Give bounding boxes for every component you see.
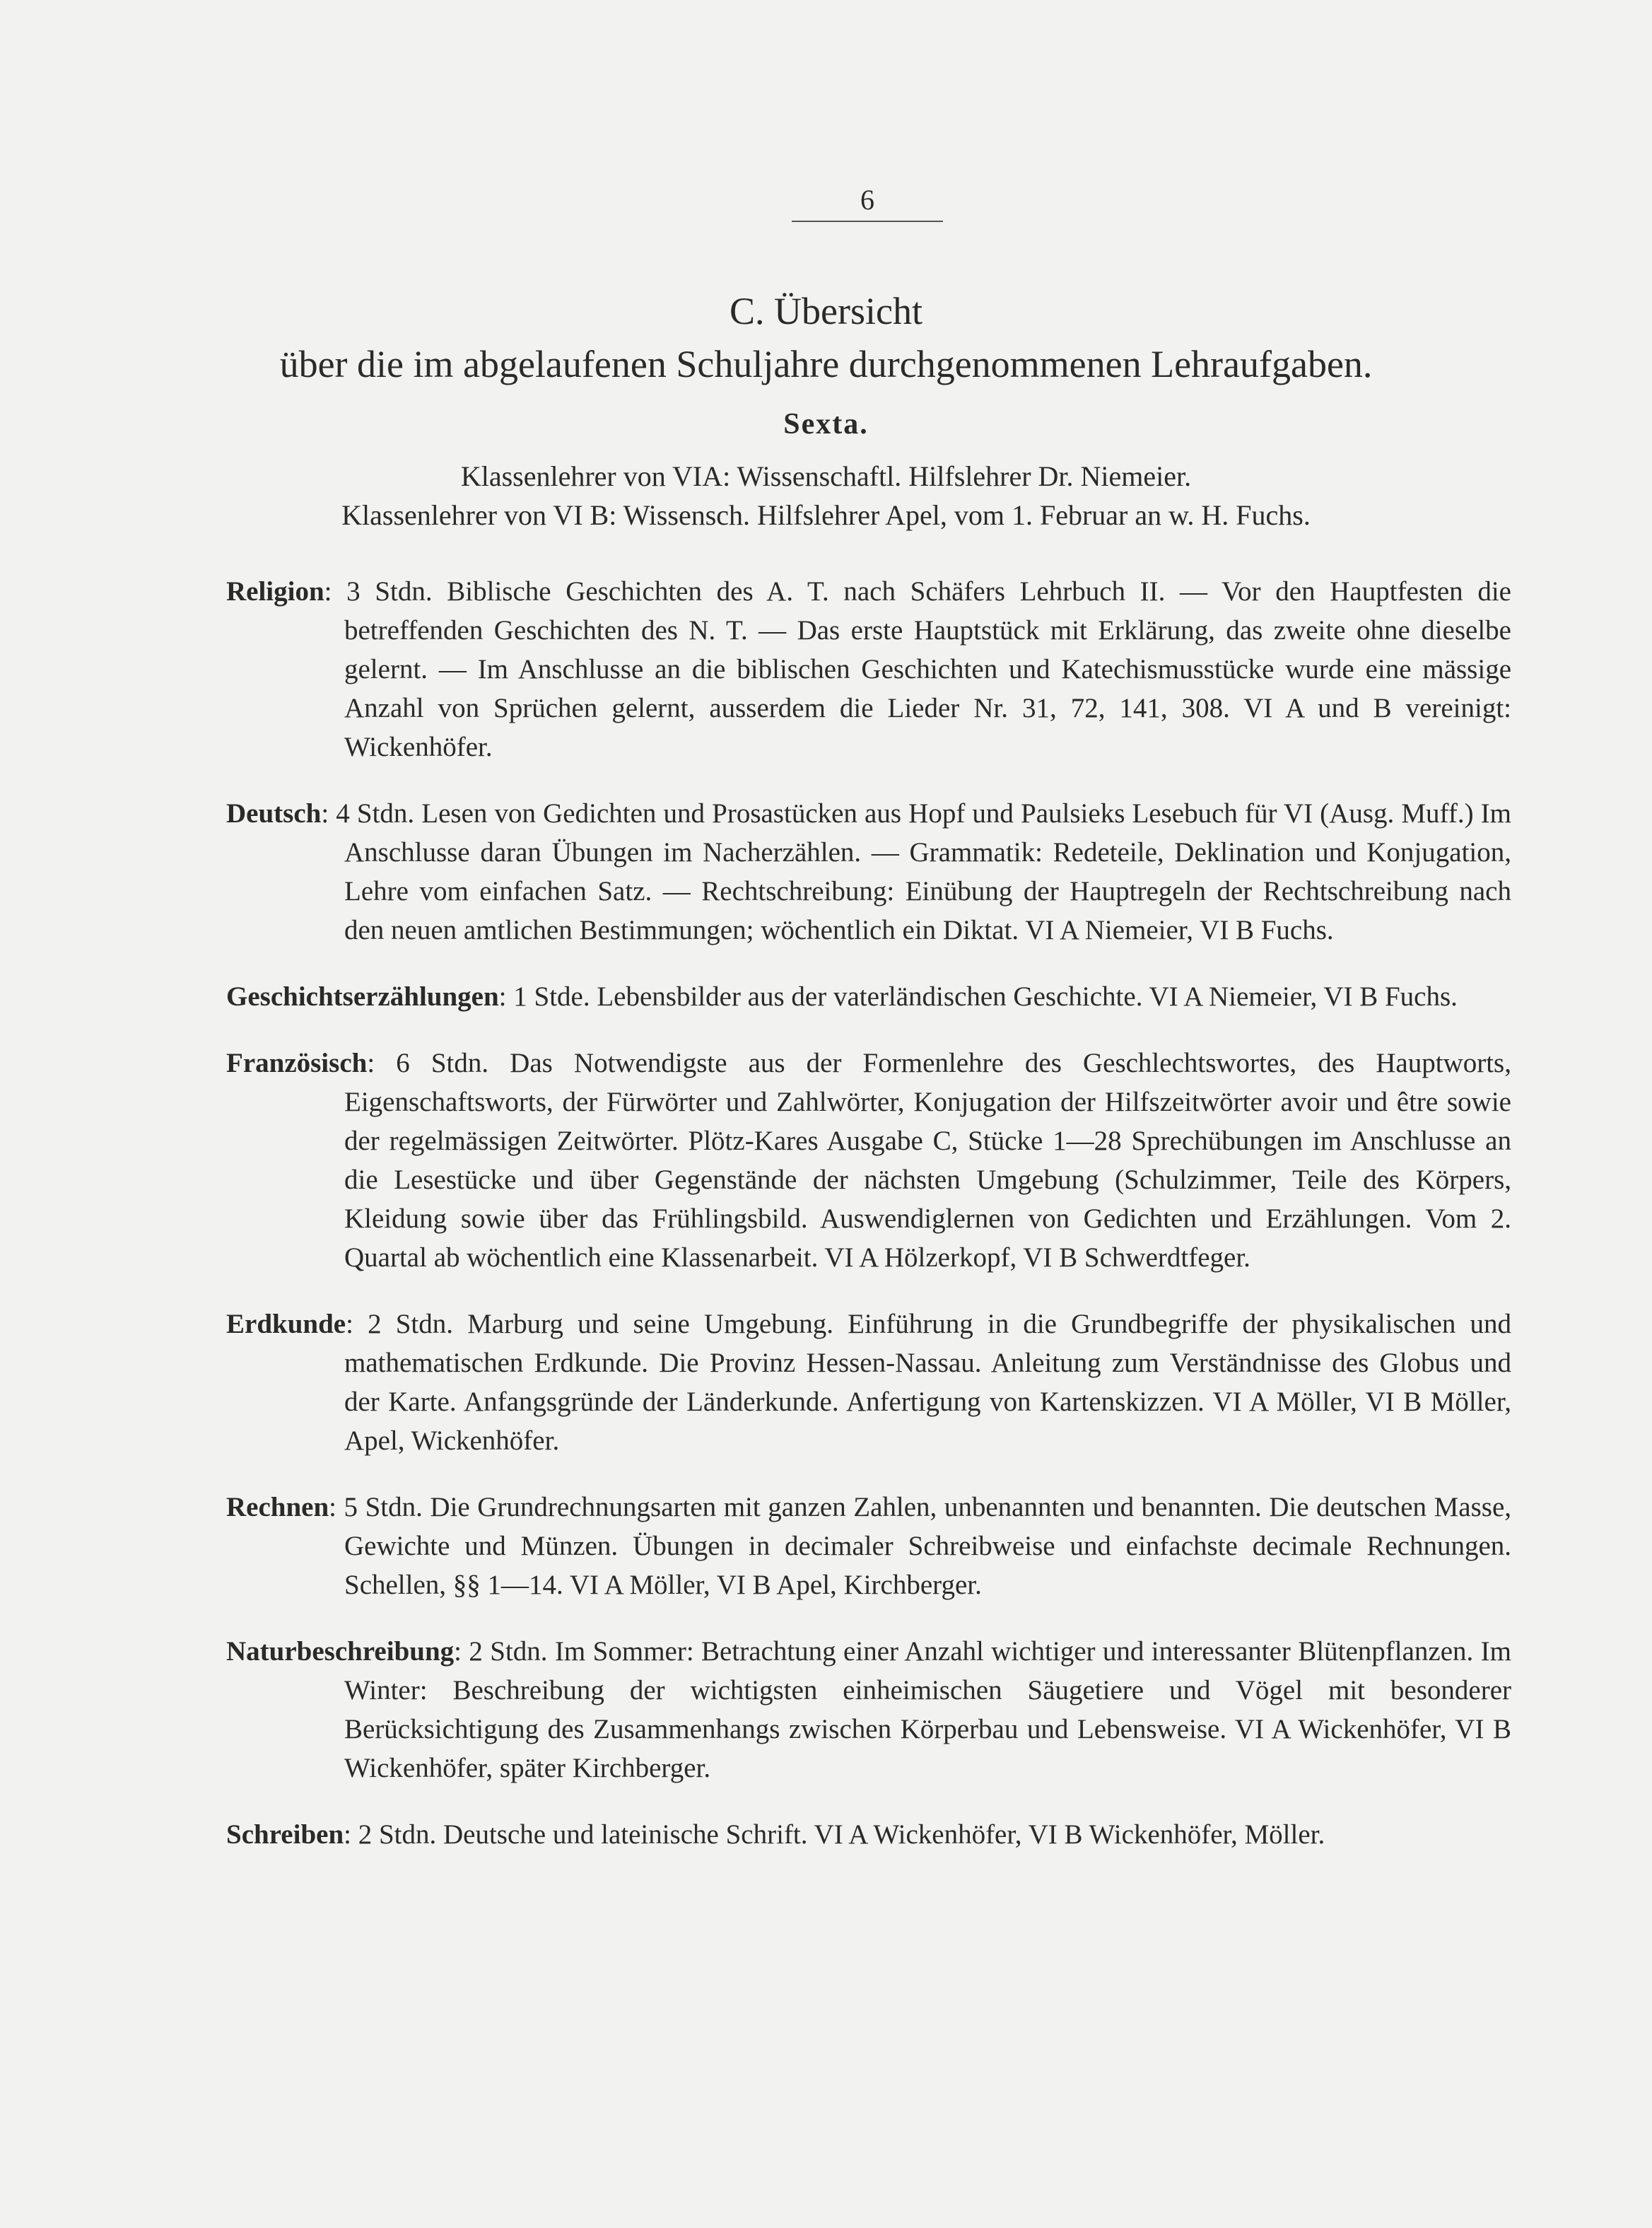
subject-entry-geschichte	[226, 977, 1511, 1016]
subject-name: Geschichtserzählungen	[226, 981, 499, 1012]
page-number-rule	[792, 221, 943, 222]
page-number: 6	[860, 184, 874, 216]
subject-description: : 3 Stdn. Biblische Geschichten des A. T. nach Schäfers Lehrbuch II. — Vor den Hauptfesten die betreffenden Geschichten des N. T. — Das erste Hauptstück mit Erklärung, das zweite ohne dieselbe gelernt. — Im Anschlusse an die biblischen Geschichten und Katechismusstücke wurde eine mässige Anzahl von Sprüchen gelernt, ausserdem die Lieder Nr. 31, 72, 141, 308. VI A und B vereinigt: Wickenhöfer.	[324, 576, 1511, 762]
subject-name: Naturbeschreibung	[226, 1636, 455, 1667]
subject-entry-religion	[226, 572, 1511, 766]
subject-entry-schreiben	[226, 1815, 1511, 1854]
subject-description: : 2 Stdn. Im Sommer: Betrachtung einer Anzahl wichtiger und interessanter Blütenpflanzen. Im Winter: Beschreibung der wichtigsten einheimischen Säugetiere und Vögel mit besonderer Berücksichtigung des Zusammenhangs zwischen Körperbau und Lebensweise. VI A Wickenhöfer, VI B Wickenhöfer, später Kirchberger.	[344, 1636, 1511, 1783]
class-teacher-line-b: Klassenlehrer von VI B: Wissensch. Hilfslehrer Apel, vom 1. Februar an w. H. Fuchs.	[341, 499, 1311, 531]
subject-description: : 6 Stdn. Das Notwendigste aus der Formenlehre des Geschlechtswortes, des Hauptworts, Eigenschaftsworts, der Fürwörter und Zahlwörter, Konjugation der Hilfszeitwörter avoir und être sowie der regelmässigen Zeitwörter. Plötz-Kares Ausgabe C, Stücke 1—28 Sprechübungen im Anschlusse an die Lesestücke und über Gegenstände der nächsten Umgebung (Schulzimmer, Teile des Körpers, Kleidung sowie über das Frühlingsbild. Auswendiglernen von Gedichten und Erzählungen. Vom 2. Quartal ab wöchentlich eine Klassenarbeit. VI A Hölzerkopf, VI B Schwerdtfeger.	[344, 1048, 1511, 1273]
subject-description: : 5 Stdn. Die Grundrechnungsarten mit ganzen Zahlen, unbenannten und benannten. Die deutschen Masse, Gewichte und Münzen. Übungen in decimaler Schreibweise und einfachste decimale Rechnungen. Schellen, §§ 1—14. VI A Möller, VI B Apel, Kirchberger.	[329, 1492, 1511, 1600]
document-title: C. Übersicht	[730, 290, 922, 332]
subject-name: Französisch	[226, 1048, 368, 1078]
subject-name: Erdkunde	[226, 1309, 346, 1339]
class-heading: Sexta.	[783, 408, 869, 441]
subject-description: : 2 Stdn. Marburg und seine Umgebung. Einführung in die Grundbegriffe der physikalischen und mathematischen Erdkunde. Die Provinz Hessen-Nassau. Anleitung zum Verständnisse des Globus und der Karte. Anfangsgründe der Länderkunde. Anfertigung von Kartenskizzen. VI A Möller, VI B Möller, Apel, Wickenhöfer.	[344, 1309, 1511, 1456]
subject-entry-erdkunde	[226, 1305, 1511, 1460]
subject-entry-franzoesisch	[226, 1044, 1511, 1277]
subject-description: : 2 Stdn. Deutsche und lateinische Schrift. VI A Wickenhöfer, VI B Wickenhöfer, Möller.	[344, 1819, 1325, 1850]
document-subtitle: über die im abgelaufenen Schuljahre durchgenommenen Lehraufgaben.	[279, 343, 1373, 385]
subject-name: Rechnen	[226, 1492, 329, 1522]
subject-name: Schreiben	[226, 1819, 344, 1850]
subject-entry-rechnen	[226, 1488, 1511, 1604]
subject-description: : 1 Stde. Lebensbilder aus der vaterländischen Geschichte. VI A Niemeier, VI B Fuchs.	[498, 981, 1458, 1012]
subject-list	[226, 544, 1511, 1854]
subject-name: Religion	[226, 576, 324, 607]
subject-name: Deutsch	[226, 798, 322, 829]
class-teacher-line-a: Klassenlehrer von VIA: Wissenschaftl. Hilfslehrer Dr. Niemeier.	[460, 460, 1192, 492]
subject-entry-deutsch	[226, 794, 1511, 950]
subject-entry-naturbeschreibung	[226, 1632, 1511, 1787]
subject-description: : 4 Stdn. Lesen von Gedichten und Prosastücken aus Hopf und Paulsieks Lesebuch für VI (Ausg. Muff.) Im Anschlusse daran Übungen im Nacherzählen. — Grammatik: Redeteile, Deklination und Konjugation, Lehre vom einfachen Satz. — Rechtschreibung: Einübung der Hauptregeln der Rechtschreibung nach den neuen amtlichen Bestimmungen; wöchentlich ein Diktat. VI A Niemeier, VI B Fuchs.	[321, 798, 1511, 945]
